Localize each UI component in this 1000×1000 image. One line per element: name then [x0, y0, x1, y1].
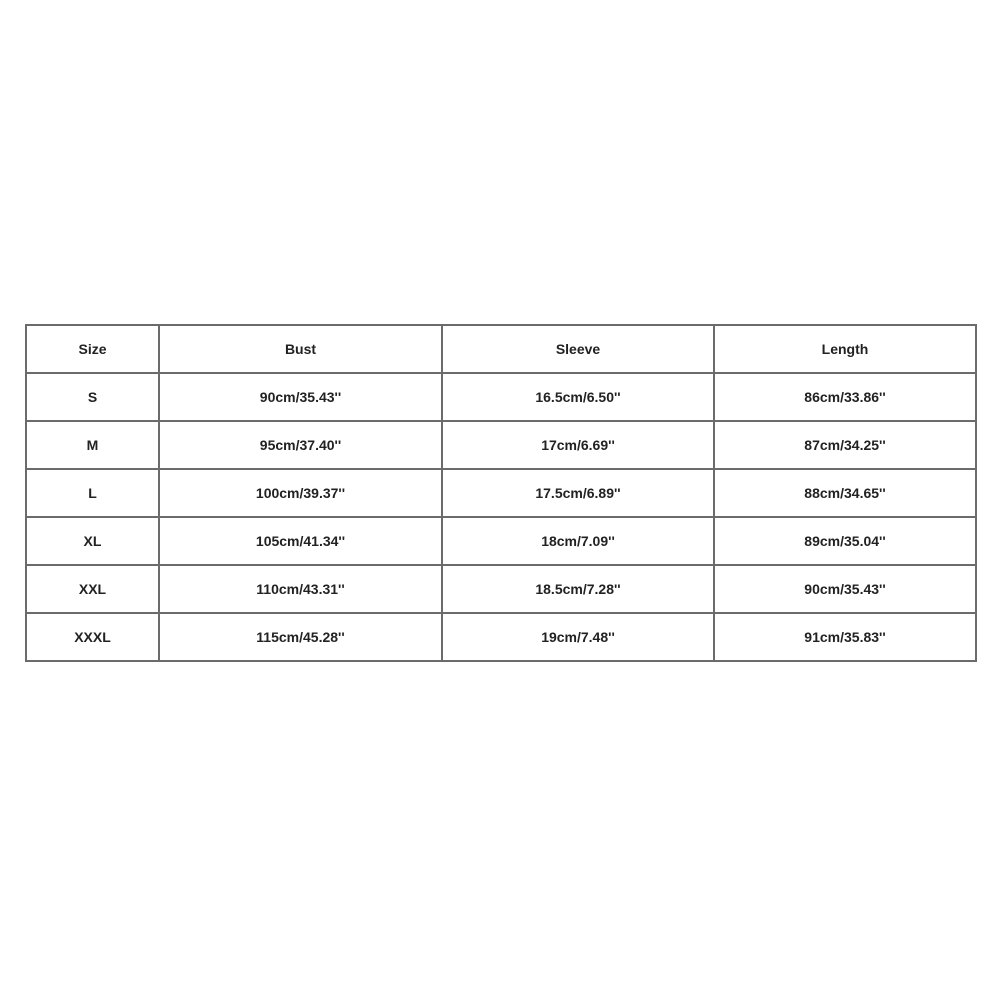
cell-length: 90cm/35.43'': [714, 565, 976, 613]
header-length: Length: [714, 325, 976, 373]
cell-bust: 110cm/43.31'': [159, 565, 442, 613]
table-row: [26, 469, 976, 517]
cell-bust: 100cm/39.37'': [159, 469, 442, 517]
cell-size: XL: [26, 517, 159, 565]
table-row: [26, 373, 976, 421]
cell-sleeve: 18.5cm/7.28'': [442, 565, 714, 613]
cell-length: 89cm/35.04'': [714, 517, 976, 565]
cell-size: M: [26, 421, 159, 469]
cell-size: L: [26, 469, 159, 517]
cell-bust: 115cm/45.28'': [159, 613, 442, 661]
cell-sleeve: 16.5cm/6.50'': [442, 373, 714, 421]
cell-length: 86cm/33.86'': [714, 373, 976, 421]
cell-sleeve: 17cm/6.69'': [442, 421, 714, 469]
cell-size: XXL: [26, 565, 159, 613]
cell-sleeve: 18cm/7.09'': [442, 517, 714, 565]
cell-sleeve: 17.5cm/6.89'': [442, 469, 714, 517]
table-header-row: [26, 325, 976, 373]
header-size: Size: [26, 325, 159, 373]
cell-length: 91cm/35.83'': [714, 613, 976, 661]
header-bust: Bust: [159, 325, 442, 373]
table-row: [26, 517, 976, 565]
size-chart-table: [25, 324, 977, 662]
table-row: [26, 613, 976, 661]
cell-size: XXXL: [26, 613, 159, 661]
cell-bust: 105cm/41.34'': [159, 517, 442, 565]
cell-bust: 90cm/35.43'': [159, 373, 442, 421]
table-row: [26, 565, 976, 613]
table-row: [26, 421, 976, 469]
header-sleeve: Sleeve: [442, 325, 714, 373]
cell-bust: 95cm/37.40'': [159, 421, 442, 469]
cell-length: 87cm/34.25'': [714, 421, 976, 469]
cell-sleeve: 19cm/7.48'': [442, 613, 714, 661]
cell-size: S: [26, 373, 159, 421]
cell-length: 88cm/34.65'': [714, 469, 976, 517]
